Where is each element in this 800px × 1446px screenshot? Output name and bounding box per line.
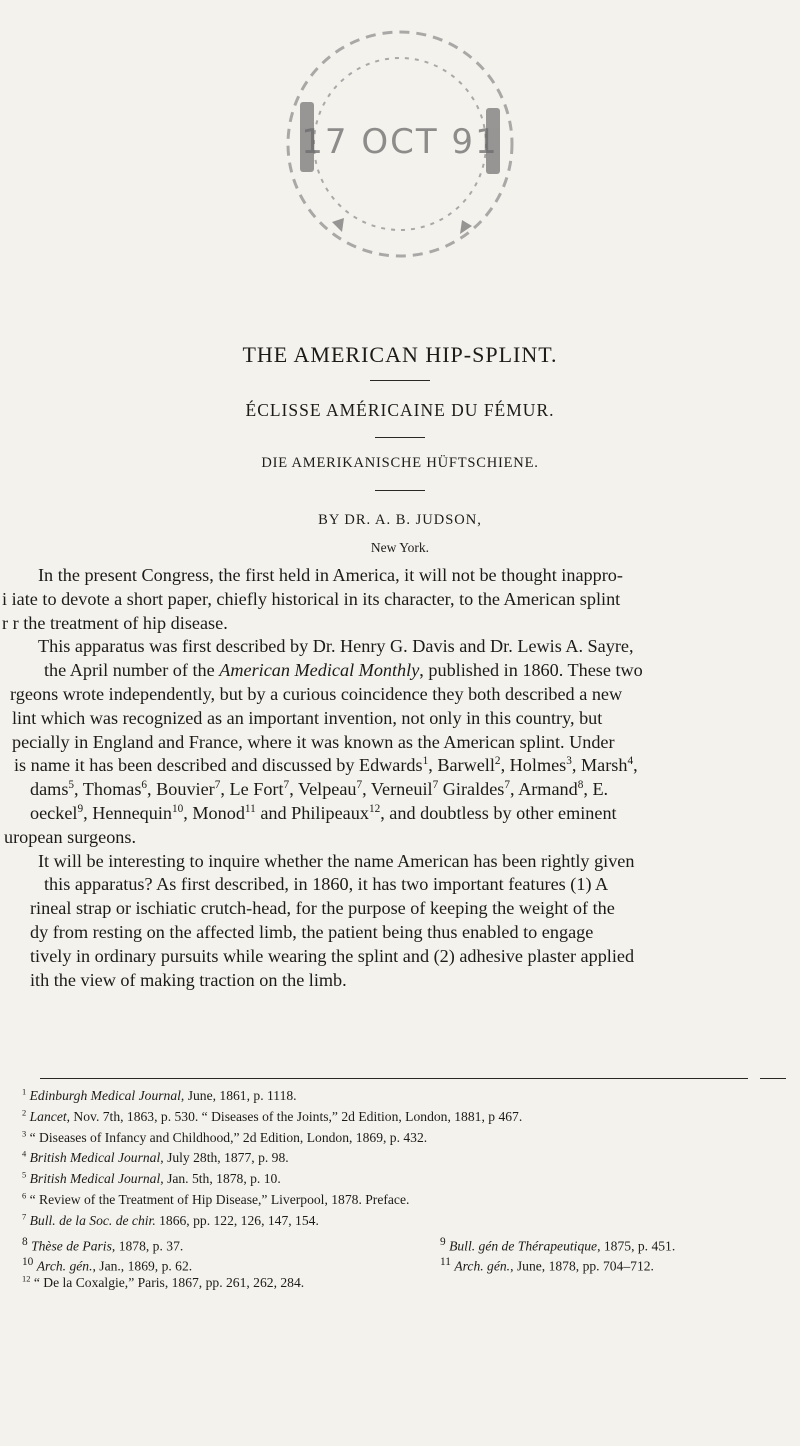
body-line: In the present Congress, the first held in America, it will not be thought inappro- <box>38 565 623 585</box>
body-line: rgeons wrote independently, but by a curious coincidence they both described a new <box>10 683 623 704</box>
body-line: rineal strap or ischiatic crutch-head, for the purpose of keeping the weight of the <box>30 898 615 919</box>
footnote-rule <box>40 1078 748 1079</box>
footnote-1: $^1$ Edinburgh Medical Journal, June, 1861, p. 1118. <box>22 1086 297 1103</box>
body-line: r r the treatment of hip disease. <box>2 612 228 633</box>
footnote-5: $^5$ British Medical Journal, Jan. 5th, 1878, p. 10. <box>22 1169 281 1187</box>
author-divider <box>375 490 425 491</box>
footnote-6: $^6$ “ Review of the Treatment of Hip Disease,” Liverpool, 1878. Preface. <box>22 1190 410 1207</box>
body-line: This apparatus was first described by Dr. Henry G. Davis and Dr. Lewis A. Sayre, <box>38 636 634 657</box>
body-line: the April number of the American Medical Monthly, published in 1860. These two <box>44 660 643 681</box>
body-line: It will be interesting to inquire whether the name American has been rightly given <box>38 850 635 871</box>
subtitle-french: ÉCLISSE AMÉRICAINE DU FÉMUR. <box>245 400 555 420</box>
footnote-9: $^9$ Bull. gén de Thérapeutique, 1875, p. 451. <box>440 1235 676 1254</box>
footnote-2: $^2$ Lancet, Nov. 7th, 1863, p. 530. “ Diseases of the Joints,” 2d Edition, London, 1881, p 467. <box>22 1107 523 1124</box>
article-body <box>0 564 800 992</box>
footnote-rule-end <box>760 1078 786 1079</box>
footnote-8: $^8$ Thèse de Paris, 1878, p. 37. <box>22 1235 184 1254</box>
footnote-4: $^4$ British Medical Journal, July 28th, 1877, p. 98. <box>22 1148 289 1166</box>
body-line: i iate to devote a short paper, chiefly historical in its character, to the American splint <box>2 588 621 609</box>
footnote-12: $^{12}$ “ De la Coxalgie,” Paris, 1867, pp. 261, 262, 284. <box>22 1273 305 1291</box>
footnote-10: $^{10}$ Arch. gén., Jan., 1869, p. 62. <box>22 1256 193 1274</box>
author-byline: BY DR. A. B. JUDSON, <box>318 512 482 528</box>
footnote-7: $^7$ Bull. de la Soc. de chir. 1866, pp. 122, 126, 147, 154. <box>22 1211 319 1228</box>
author-location: New York. <box>370 540 430 555</box>
body-line: dams$^5$, Thomas$^6$, Bouvier$^7$, Le Fort$^7$, Velpeau$^7$, Verneuil$^7$ Giraldes$^7$, Armand$^8$, E. <box>30 779 609 800</box>
footnote-3: $^3$ “ Diseases of Infancy and Childhood,” 2d Edition, London, 1869, p. 432. <box>22 1128 428 1145</box>
body-line: pecially in England and France, where it was known as the American splint. Under <box>12 731 615 752</box>
body-line: tively in ordinary pursuits while wearing the splint and (2) adhesive plaster applied <box>30 945 635 966</box>
footnote-10-11 <box>0 1252 800 1273</box>
subtitle-german: DIE AMERIKANISCHE HÜFTSCHIENE. <box>261 455 539 471</box>
stamp-date: 17 OCT 91 <box>301 122 499 162</box>
footnote-8-9 <box>0 1232 800 1253</box>
body-line: ith the view of making traction on the limb. <box>30 969 347 990</box>
footnote-11: $^{11}$ Arch. gén., June, 1878, pp. 704–712. <box>440 1256 654 1274</box>
body-line: dy from resting on the affected limb, the patient being thus enabled to engage <box>30 921 594 942</box>
body-line: oeckel$^9$, Hennequin$^{10}$, Monod$^{11}$ and Philipeaux$^{12}$, and doubtless by other eminent <box>30 802 617 823</box>
body-line: this apparatus? As first described, in 1860, it has two important features (1) A <box>44 874 609 895</box>
footnotes <box>0 1086 800 1294</box>
journal-title: American Medical Monthly <box>219 660 420 681</box>
body-line: lint which was recognized as an important invention, not only in this country, but <box>12 707 603 728</box>
body-line: is name it has been described and discussed by Edwards$^1$, Barwell$^2$, Holmes$^3$, Marsh$^4$, <box>14 755 638 776</box>
body-line: uropean surgeons. <box>4 826 137 847</box>
title-divider <box>370 380 430 381</box>
article-title: THE AMERICAN HIP-SPLINT. <box>242 342 558 367</box>
subtitle-divider <box>375 437 425 438</box>
library-stamp <box>272 12 528 274</box>
